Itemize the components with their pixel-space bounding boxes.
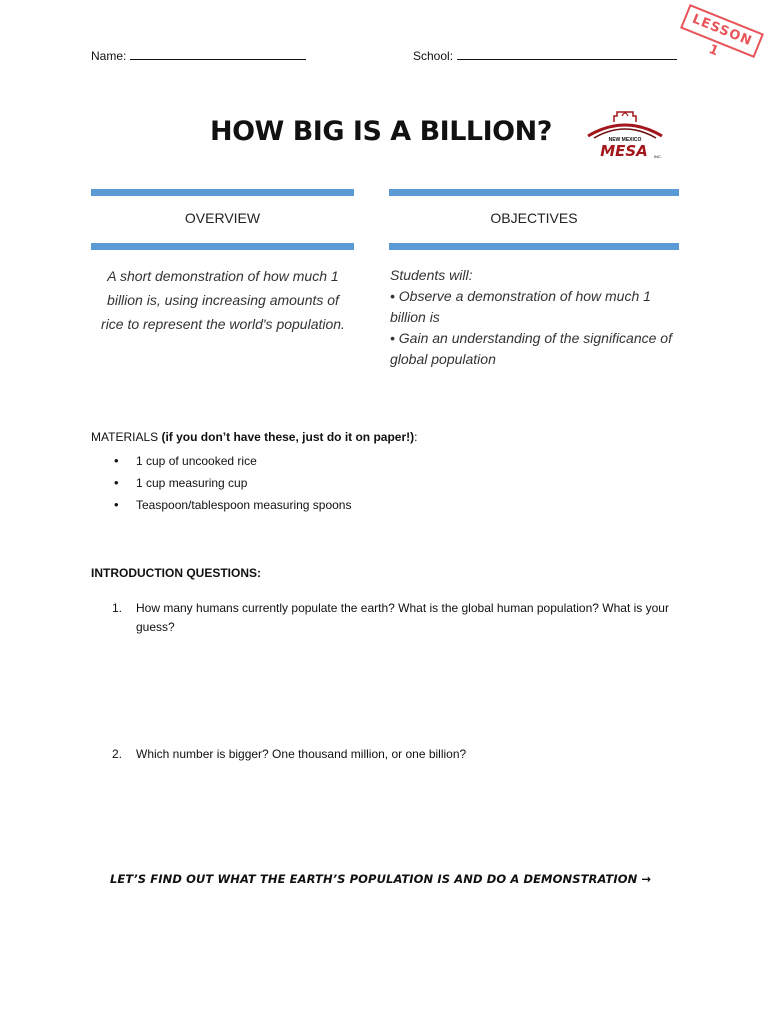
overview-heading: OVERVIEW [184, 210, 261, 226]
page-title: HOW BIG IS A BILLION? [210, 116, 552, 147]
objective-item: • Gain an understanding of the significance of global population [390, 330, 672, 367]
mesa-arc-icon [588, 125, 662, 136]
school-field[interactable] [413, 48, 677, 63]
question-2 [112, 745, 682, 765]
materials-heading [91, 430, 418, 444]
materials-note: (if you don’t have these, just do it on paper!) [161, 430, 415, 444]
objectives-list [390, 265, 675, 370]
new-mexico-mesa-logo [584, 108, 666, 164]
intro-questions-heading: INTRODUCTION QUESTIONS: [91, 566, 261, 580]
question-text: How many humans currently populate the earth? What is the global human population? What is your guess? [136, 601, 669, 634]
overview-bottom-bar [91, 243, 354, 250]
name-label: Name: [91, 49, 127, 63]
school-blank-line[interactable] [457, 48, 677, 60]
question-1 [112, 599, 682, 639]
materials-label: MATERIALS [91, 430, 159, 444]
overview-top-bar [91, 189, 354, 196]
objectives-top-bar [389, 189, 679, 196]
materials-colon: : [414, 430, 418, 444]
school-label: School: [413, 49, 454, 63]
logo-suffix-text: INC. [654, 154, 662, 159]
name-field[interactable] [91, 48, 306, 63]
call-to-action: LET’S FIND OUT WHAT THE EARTH’S POPULATION IS AND DO A DEMONSTRATION → [110, 872, 652, 886]
question-number: 1. [112, 601, 123, 615]
question-text: Which number is bigger? One thousand million, or one billion? [136, 747, 467, 761]
material-item: • 1 cup measuring cup [114, 474, 351, 496]
logo-top-text: NEW MEXICO [608, 137, 642, 143]
logo-main-text: MESA [600, 142, 648, 160]
objectives-bottom-bar [389, 243, 679, 250]
name-blank-line[interactable] [130, 48, 306, 60]
objective-item: • Observe a demonstration of how much 1 billion is [390, 288, 651, 325]
overview-text: A short demonstration of how much 1 billion is, using increasing amounts of rice to represent the world's population. [101, 268, 345, 332]
question-number: 2. [112, 747, 123, 761]
objectives-heading: OBJECTIVES [490, 210, 578, 226]
material-item: • 1 cup of uncooked rice [114, 452, 351, 474]
objectives-intro: Students will: [390, 267, 473, 283]
lesson-stamp: LESSON 1 [680, 4, 764, 58]
materials-list [114, 452, 351, 518]
material-item: • Teaspoon/tablespoon measuring spoons [114, 496, 351, 518]
